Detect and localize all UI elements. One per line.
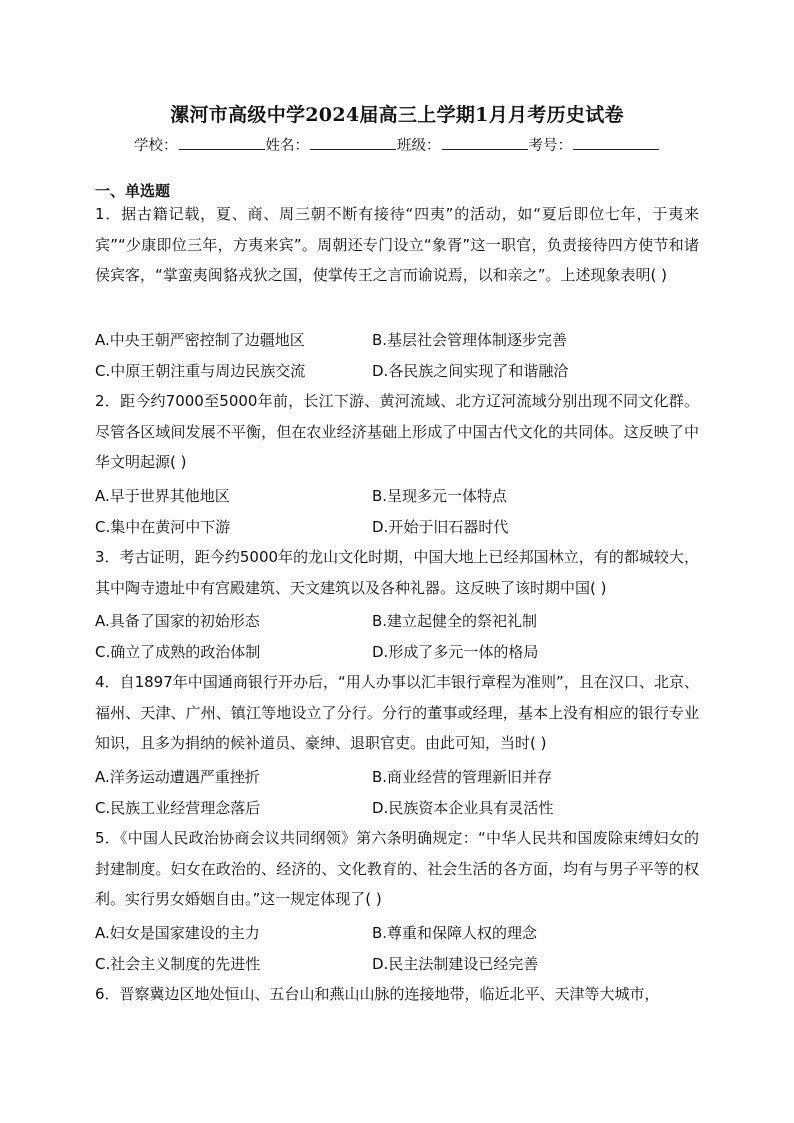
question-4-option-a: A.洋务运动遭遇严重挫折	[95, 768, 260, 786]
exam-title: 漯河市高级中学2024届高三上学期1月月考历史试卷	[170, 104, 624, 126]
question-4-option-b: B.商业经营的管理新旧并存	[372, 768, 553, 786]
school-field	[134, 134, 266, 155]
question-2-option-d: D.开始于旧石器时代	[372, 518, 509, 536]
question-3-option-c: C.确立了成熟的政治体制	[95, 643, 261, 661]
class-blank	[442, 135, 528, 150]
question-3-option-a: A.具备了国家的初始形态	[95, 612, 260, 630]
question-1-option-a: A.中央王朝严密控制了边疆地区	[95, 331, 305, 349]
section-heading: 一、单选题	[95, 182, 171, 200]
name-field	[266, 134, 398, 155]
question-2-option-a: A.早于世界其他地区	[95, 487, 230, 505]
question-5-option-b: B.尊重和保障人权的理念	[372, 924, 538, 942]
question-3-stem: 3．考古证明，距今约5000年的龙山文化时期，中国大地上已经邦国林立，有的都城较大，其中陶寺遗址中有宫殿建筑、天文建筑以及各种礼器。这反映了该时期中国( )	[95, 548, 699, 597]
question-5-option-a: A.妇女是国家建设的主力	[95, 924, 260, 942]
question-3-option-d: D.形成了多元一体的格局	[372, 643, 539, 661]
question-5-stem: 5．《中国人民政治协商会议共同纲领》第六条明确规定：“中华人民共和国废除束缚妇女的封建制度。妇女在政治的、经济的、文化教育的、社会生活的各方面，均有与男子平等的权利。实行男女婚姻自由。”这一规定体现了( )	[95, 829, 699, 908]
question-1-option-d: D.各民族之间实现了和谐融洽	[372, 362, 569, 380]
exam-no-label: 考号：	[528, 138, 572, 154]
question-5-option-c: C.社会主义制度的先进性	[95, 955, 261, 973]
question-5-option-d: D.民主法制建设已经完善	[372, 955, 539, 973]
question-1-option-b: B.基层社会管理体制逐步完善	[372, 331, 568, 349]
question-6-stem: 6．晋察冀边区地处恒山、五台山和燕山山脉的连接地带，临近北平、天津等大城市，	[95, 985, 660, 1003]
exam-no-field	[529, 134, 661, 155]
question-2-stem: 2．距今约7000至5000年前，长江下游、黄河流域、北方辽河流域分别出现不同文化群。尽管各区域间发展不平衡，但在农业经济基础上形成了中国古代文化的共同体。这反映了中华文明起源( )	[95, 392, 699, 471]
question-3-option-b: B.建立起健全的祭祀礼制	[372, 612, 538, 630]
question-4-stem: 4．自1897年中国通商银行开办后，“用人办事以汇丰银行章程为准则”，且在汉口、北京、福州、天津、广州、镇江等地设立了分行。分行的董事或经理，基本上没有相应的银行专业知识，且多为捐纳的候补道员、豪绅、退职官吏。由此可知，当时( )	[95, 673, 699, 752]
class-label: 班级：	[397, 138, 441, 154]
name-label: 姓名：	[265, 138, 309, 154]
name-blank	[310, 135, 396, 150]
question-4-option-d: D.民族资本企业具有灵活性	[372, 799, 554, 817]
question-1-stem: 1．据古籍记载，夏、商、周三朝不断有接待“四夷”的活动，如“夏后即位七年，于夷来宾”“少康即位三年，方夷来宾”。周朝还专门设立“象胥”这一职官，负责接待四方使节和诸侯宾客，“掌蛮夷闽貉戎狄之国，使掌传王之言而谕说焉，以和亲之”。上述现象表明( )	[95, 205, 699, 284]
school-blank	[179, 135, 265, 150]
student-info-line	[0, 134, 794, 155]
school-label: 学校：	[134, 138, 178, 154]
question-1-option-c: C.中原王朝注重与周边民族交流	[95, 362, 306, 380]
exam-no-blank	[573, 135, 659, 150]
question-2-option-c: C.集中在黄河中下游	[95, 518, 231, 536]
question-4-option-c: C.民族工业经营理念落后	[95, 799, 261, 817]
question-2-option-b: B.呈现多元一体特点	[372, 487, 508, 505]
class-field	[397, 134, 529, 155]
